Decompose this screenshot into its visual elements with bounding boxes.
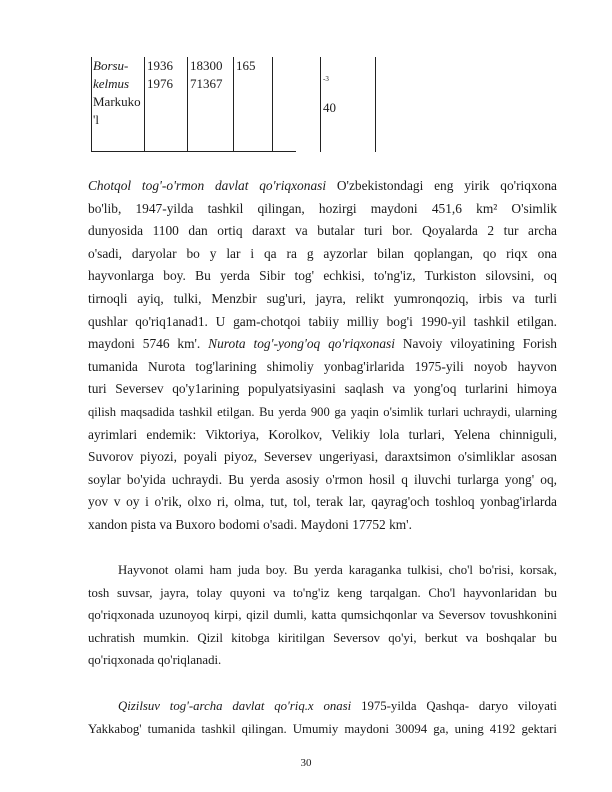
table-border [144, 57, 145, 152]
table-border [91, 57, 92, 152]
table-border [91, 151, 296, 152]
table-border [233, 57, 234, 152]
table-border [375, 57, 376, 152]
reserve-title-nurota: Nurota tog'-yong'oq qo'riqxonasi [208, 336, 395, 352]
table-border [272, 57, 273, 152]
reserve-title-qizilsuv: Qizilsuv tog'-archa davlat qo'riq.x onasi [118, 699, 352, 713]
table-cell-value: 165 [236, 58, 256, 73]
table-cell-name: Borsu- kelmus Markuko 'l [93, 58, 141, 127]
reserve-table [91, 57, 377, 152]
paragraph-chotqol: Chotqol tog'-o'rmon davlat qo'riqxonasi O'zbekistondagi eng yirik qo'riqxona bo'lib, 1947-yilda tashkil qilingan, hozirgi maydoni 451,6 km² O'simlik dunyosida 1100 dan ortiq daraxt va butalar turi bor. Qoyalarda 2 tur archa o'sadi, daryolar bo y lar i qa ra g ayzorlar bilan qoplangan, qo riqx ona hayvonlarga boy. Bu yerda Sibir tog' echkisi, to'ng'iz, Turkiston silovsini, oq tirnoqli ayiq, tulki, Menzbir sug'uri, jayra, relikt yumronqoziq, irbis va turli qushlar qo'riq1anad1. U gam-chotqoi tabiiy milliy bog'i 1990-yil tashkil etilgan. maydoni 5746 km'. Nurota tog'-yong'oq qo'riqxonasi Navoiy viloyatining Forish tumanida Nurota tog'larining shimoliy yonbag'irlarida 1975-yili noyob hayvon turi Seversev qo'y1arining populyatsiyasini saqlash va yong'oq turlarini himoya qilish maqsadida tashkil etilgan. Bu yerda 900 ga yaqin o'simlik turlari uchraydi, ularning ayrimlari endemik: Viktoriya, Korolkov, Velikiy lola turlari, Yelena chinniguli, Suvorov piyozi, poyali piyoz, Seversev ungeriyasi, daraxtsimon o'simliklar asosan soylar bo'yida uchraydi. Bu yerda asosiy o'rmon hosil q iluvchi turlarga yong' oq, yov v oy i o'rik, olxo ri, olma, tut, tol, terak lar, qayrag'och toshloq yonbag'irlarda xandon pista va Buxoro bodomi o'sadi. Maydoni 17752 km'. [88, 178, 557, 532]
page-number: 30 [300, 757, 312, 769]
table-cell-years: 1936 1976 [147, 58, 173, 91]
table-cell-area: 18300 71367 [190, 58, 223, 91]
table-cell-mark: -3 [323, 75, 329, 83]
table-border [187, 57, 188, 152]
paragraph-qizilsuv: Qizilsuv tog'-archa davlat qo'riq.x onasi 1975-yilda Qashqa- daryo viloyati Yakkabog' tumanida tashkil qilingan. Umumiy maydoni 30094 ga, uning 4192 gektari [88, 699, 557, 736]
reserve-title-chotqol: Chotqol tog'-o'rmon davlat qo'riqxonasi [88, 178, 327, 193]
table-border [320, 57, 321, 152]
paragraph-fauna: Hayvonot olami ham juda boy. Bu yerda karaganka tulkisi, cho'l bo'risi, korsak, tosh suvsar, jayra, tolay quyoni va to'ng'iz keng tarqalgan. Cho'l hayvonlaridan bu qo'riqxonada uzunoyoq kirpi, qizil dumli, katta qumsichqonlar va Seversov tovushkonini uchratish mumkin. Qizil kitobga kiritilgan Seversov qo'yi, berkut va boshqalar bu qo'riqxonada qo'riqlanadi. [88, 563, 557, 668]
table-cell-count: 40 [323, 100, 336, 115]
